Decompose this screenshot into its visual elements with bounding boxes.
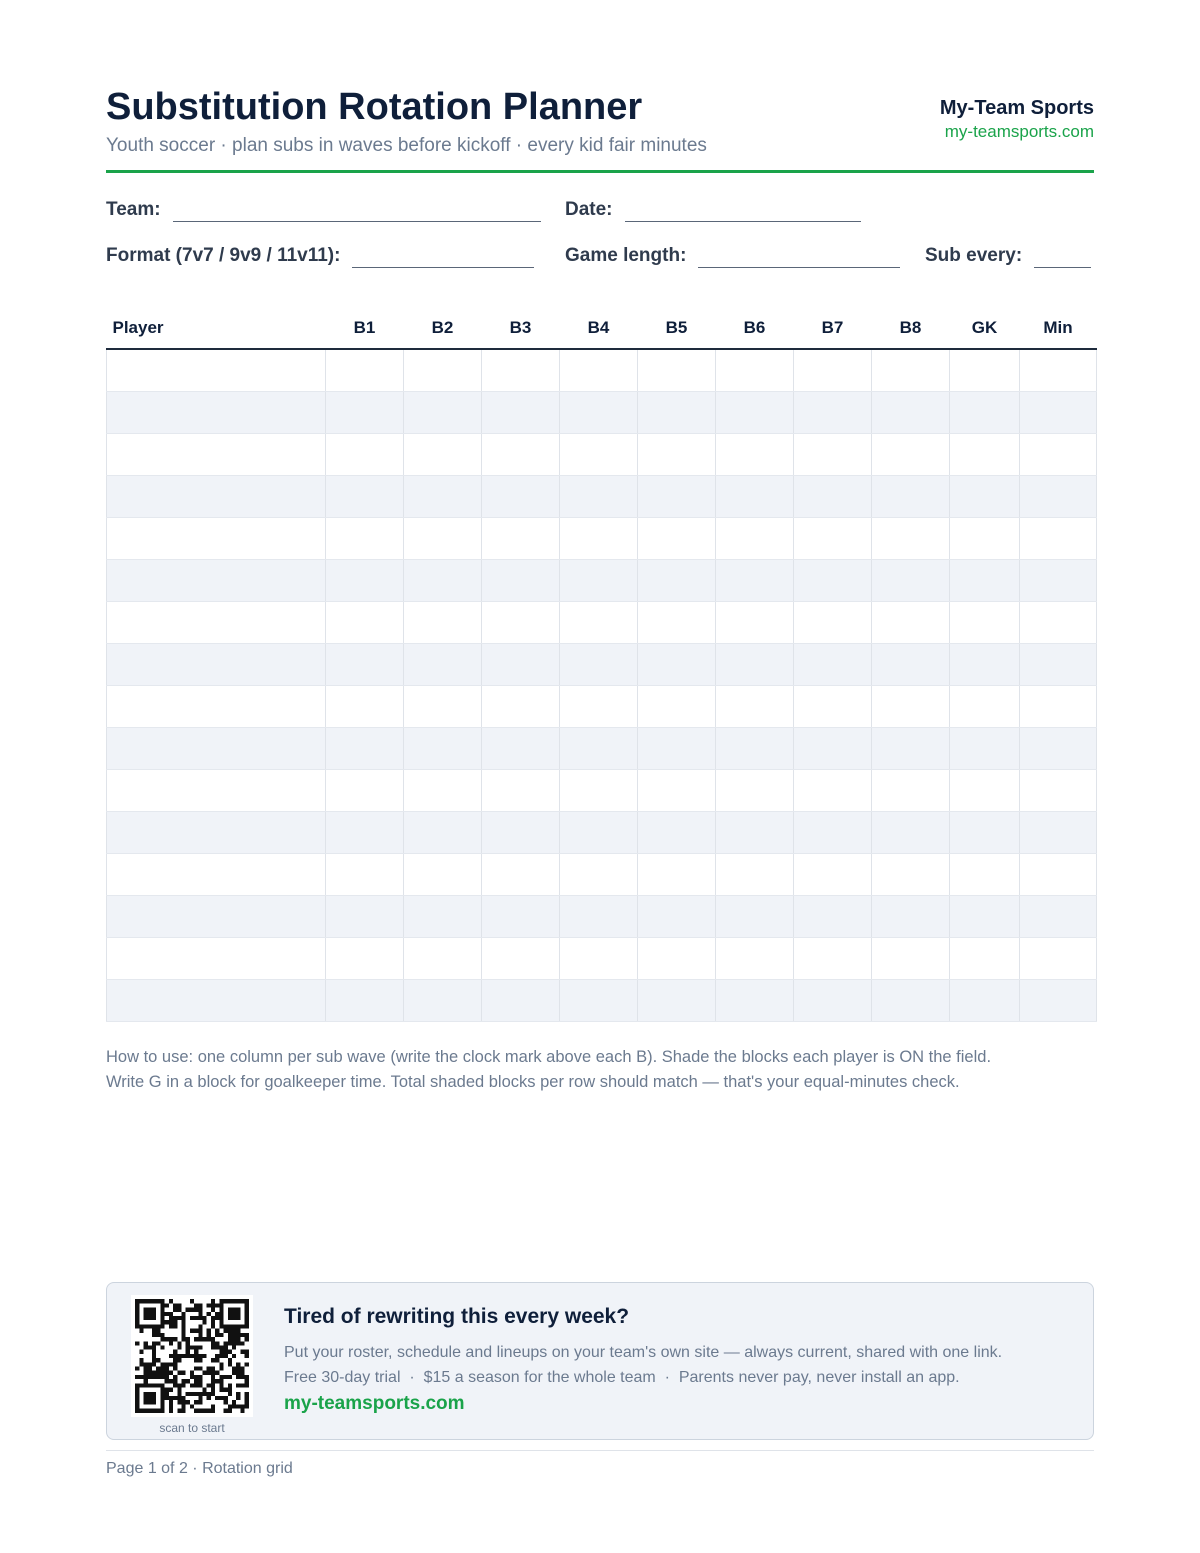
grid-cell-b2[interactable]: [404, 644, 482, 686]
grid-cell-b4[interactable]: [560, 812, 638, 854]
table-row: [107, 434, 1097, 476]
grid-cell-b2[interactable]: [404, 349, 482, 392]
grid-cell-min[interactable]: [1020, 728, 1097, 770]
grid-cell-b1[interactable]: [326, 476, 404, 518]
grid-cell-b5[interactable]: [638, 686, 716, 728]
grid-cell-b2[interactable]: [404, 518, 482, 560]
grid-cell-b3[interactable]: [482, 602, 560, 644]
grid-cell-b4[interactable]: [560, 434, 638, 476]
grid-cell-b2[interactable]: [404, 980, 482, 1022]
planner-page: [106, 0, 1094, 1553]
grid-cell-b4[interactable]: [560, 770, 638, 812]
grid-cell-b7[interactable]: [794, 812, 872, 854]
grid-cell-min[interactable]: [1020, 686, 1097, 728]
instructions-line-1: How to use: one column per sub wave (write the clock mark above each B). Shade the blocks each player is ON the field.: [106, 1048, 992, 1066]
grid-cell-b6[interactable]: [716, 476, 794, 518]
grid-cell-b1[interactable]: [326, 644, 404, 686]
table-row: [107, 770, 1097, 812]
grid-cell-gk[interactable]: [950, 980, 1020, 1022]
player-name-cell[interactable]: [107, 434, 326, 476]
grid-cell-b7[interactable]: [794, 896, 872, 938]
grid-cell-gk[interactable]: [950, 476, 1020, 518]
player-name-cell[interactable]: [107, 938, 326, 980]
grid-cell-b5[interactable]: [638, 560, 716, 602]
grid-cell-b1[interactable]: [326, 854, 404, 896]
grid-cell-b4[interactable]: [560, 728, 638, 770]
grid-cell-b3[interactable]: [482, 686, 560, 728]
grid-cell-gk[interactable]: [950, 770, 1020, 812]
grid-cell-b2[interactable]: [404, 728, 482, 770]
grid-cell-b3[interactable]: [482, 854, 560, 896]
rotation-table: [106, 308, 1097, 1022]
grid-cell-b6[interactable]: [716, 644, 794, 686]
column-header-b8: B8: [872, 308, 950, 349]
grid-cell-min[interactable]: [1020, 644, 1097, 686]
grid-cell-b4[interactable]: [560, 518, 638, 560]
grid-cell-b8[interactable]: [872, 980, 950, 1022]
grid-cell-b7[interactable]: [794, 644, 872, 686]
grid-cell-b3[interactable]: [482, 434, 560, 476]
qr-code-icon[interactable]: [131, 1295, 253, 1417]
grid-cell-b5[interactable]: [638, 602, 716, 644]
grid-cell-b5[interactable]: [638, 349, 716, 392]
grid-cell-gk[interactable]: [950, 560, 1020, 602]
grid-cell-min[interactable]: [1020, 476, 1097, 518]
grid-cell-gk[interactable]: [950, 392, 1020, 434]
grid-cell-b8[interactable]: [872, 896, 950, 938]
table-row: [107, 980, 1097, 1022]
player-name-cell[interactable]: [107, 560, 326, 602]
grid-cell-b6[interactable]: [716, 434, 794, 476]
column-header-b6: B6: [716, 308, 794, 349]
grid-cell-b4[interactable]: [560, 644, 638, 686]
player-name-cell[interactable]: [107, 980, 326, 1022]
brand-name: My-Team Sports: [939, 97, 1094, 119]
grid-cell-min[interactable]: [1020, 770, 1097, 812]
how-to-use: [106, 1045, 1094, 1095]
sub-every-blank-line[interactable]: [1034, 247, 1091, 268]
grid-cell-b4[interactable]: [560, 602, 638, 644]
grid-cell-b8[interactable]: [872, 434, 950, 476]
grid-cell-b5[interactable]: [638, 476, 716, 518]
grid-cell-b4[interactable]: [560, 476, 638, 518]
player-name-cell[interactable]: [107, 644, 326, 686]
column-header-player: Player: [107, 308, 326, 349]
grid-cell-b5[interactable]: [638, 980, 716, 1022]
promo-line-1: Put your roster, schedule and lineups on your team's own site — always current, shared with one link.: [284, 1344, 1003, 1361]
column-header-b2: B2: [404, 308, 482, 349]
grid-cell-b7[interactable]: [794, 728, 872, 770]
grid-cell-gk[interactable]: [950, 349, 1020, 392]
grid-cell-b3[interactable]: [482, 896, 560, 938]
grid-cell-b7[interactable]: [794, 476, 872, 518]
grid-cell-b2[interactable]: [404, 770, 482, 812]
grid-cell-b5[interactable]: [638, 896, 716, 938]
sub-every-label: Sub every:: [925, 245, 1023, 266]
grid-cell-min[interactable]: [1020, 896, 1097, 938]
grid-cell-b8[interactable]: [872, 392, 950, 434]
grid-cell-b4[interactable]: [560, 896, 638, 938]
date-field: [565, 198, 861, 222]
team-field: [106, 198, 541, 222]
column-header-b4: B4: [560, 308, 638, 349]
grid-cell-b2[interactable]: [404, 476, 482, 518]
grid-cell-min[interactable]: [1020, 349, 1097, 392]
grid-cell-b7[interactable]: [794, 686, 872, 728]
grid-cell-b4[interactable]: [560, 349, 638, 392]
grid-cell-b6[interactable]: [716, 728, 794, 770]
table-row: [107, 686, 1097, 728]
game-length-blank-line[interactable]: [698, 247, 900, 268]
table-row: [107, 392, 1097, 434]
grid-cell-b3[interactable]: [482, 518, 560, 560]
player-name-cell[interactable]: [107, 392, 326, 434]
grid-cell-b8[interactable]: [872, 560, 950, 602]
player-name-cell[interactable]: [107, 812, 326, 854]
table-row: [107, 854, 1097, 896]
table-row: [107, 560, 1097, 602]
column-header-b1: B1: [326, 308, 404, 349]
player-name-cell[interactable]: [107, 854, 326, 896]
grid-cell-min[interactable]: [1020, 812, 1097, 854]
grid-cell-b8[interactable]: [872, 644, 950, 686]
grid-cell-b6[interactable]: [716, 854, 794, 896]
grid-cell-b7[interactable]: [794, 434, 872, 476]
grid-cell-b3[interactable]: [482, 938, 560, 980]
grid-cell-b2[interactable]: [404, 602, 482, 644]
grid-cell-b5[interactable]: [638, 392, 716, 434]
grid-cell-b3[interactable]: [482, 980, 560, 1022]
page-title: Substitution Rotation Planner: [106, 86, 643, 128]
grid-cell-b6[interactable]: [716, 518, 794, 560]
grid-cell-b6[interactable]: [716, 349, 794, 392]
grid-cell-gk[interactable]: [950, 602, 1020, 644]
grid-cell-b6[interactable]: [716, 980, 794, 1022]
date-label: Date:: [565, 199, 613, 220]
grid-cell-b4[interactable]: [560, 686, 638, 728]
player-name-cell[interactable]: [107, 686, 326, 728]
grid-cell-gk[interactable]: [950, 854, 1020, 896]
grid-cell-b7[interactable]: [794, 854, 872, 896]
player-name-cell[interactable]: [107, 896, 326, 938]
brand-url-link[interactable]: my-teamsports.com: [944, 122, 1094, 141]
promo-body: [284, 1340, 1002, 1390]
grid-cell-b1[interactable]: [326, 896, 404, 938]
grid-cell-b6[interactable]: [716, 896, 794, 938]
grid-cell-b3[interactable]: [482, 644, 560, 686]
footer-divider: [106, 1450, 1094, 1451]
grid-cell-b2[interactable]: [404, 812, 482, 854]
table-row: [107, 349, 1097, 392]
player-name-cell[interactable]: [107, 602, 326, 644]
header: [106, 84, 1094, 174]
grid-cell-b3[interactable]: [482, 392, 560, 434]
grid-cell-b7[interactable]: [794, 349, 872, 392]
team-label: Team:: [106, 199, 161, 220]
column-header-b3: B3: [482, 308, 560, 349]
grid-cell-b4[interactable]: [560, 980, 638, 1022]
table-row: [107, 728, 1097, 770]
table-row: [107, 518, 1097, 560]
grid-cell-b7[interactable]: [794, 392, 872, 434]
grid-cell-b8[interactable]: [872, 518, 950, 560]
grid-cell-min[interactable]: [1020, 938, 1097, 980]
grid-cell-b5[interactable]: [638, 938, 716, 980]
grid-cell-b1[interactable]: [326, 602, 404, 644]
format-blank-line[interactable]: [352, 247, 534, 268]
player-name-cell[interactable]: [107, 728, 326, 770]
grid-cell-b2[interactable]: [404, 938, 482, 980]
grid-cell-gk[interactable]: [950, 728, 1020, 770]
grid-cell-b8[interactable]: [872, 602, 950, 644]
player-name-cell[interactable]: [107, 476, 326, 518]
grid-cell-b8[interactable]: [872, 854, 950, 896]
grid-cell-min[interactable]: [1020, 980, 1097, 1022]
grid-cell-min[interactable]: [1020, 602, 1097, 644]
grid-cell-b2[interactable]: [404, 896, 482, 938]
grid-cell-b3[interactable]: [482, 812, 560, 854]
player-name-cell[interactable]: [107, 770, 326, 812]
grid-cell-b8[interactable]: [872, 686, 950, 728]
grid-cell-b7[interactable]: [794, 938, 872, 980]
grid-cell-b3[interactable]: [482, 476, 560, 518]
grid-cell-gk[interactable]: [950, 518, 1020, 560]
grid-cell-b7[interactable]: [794, 770, 872, 812]
grid-cell-b5[interactable]: [638, 434, 716, 476]
table-row: [107, 602, 1097, 644]
table-row: [107, 476, 1097, 518]
grid-cell-b5[interactable]: [638, 770, 716, 812]
promo-link[interactable]: my-teamsports.com: [284, 1393, 465, 1414]
grid-cell-b2[interactable]: [404, 854, 482, 896]
grid-cell-gk[interactable]: [950, 896, 1020, 938]
grid-cell-b1[interactable]: [326, 980, 404, 1022]
grid-cell-b1[interactable]: [326, 686, 404, 728]
grid-cell-gk[interactable]: [950, 812, 1020, 854]
grid-cell-b6[interactable]: [716, 560, 794, 602]
grid-cell-b8[interactable]: [872, 476, 950, 518]
grid-cell-b6[interactable]: [716, 602, 794, 644]
grid-cell-gk[interactable]: [950, 644, 1020, 686]
page-footer: Page 1 of 2 · Rotation grid: [106, 1460, 293, 1477]
column-header-b5: B5: [638, 308, 716, 349]
format-label: Format (7v7 / 9v9 / 11v11):: [106, 245, 341, 266]
grid-cell-b3[interactable]: [482, 770, 560, 812]
grid-cell-b6[interactable]: [716, 686, 794, 728]
grid-cell-b6[interactable]: [716, 938, 794, 980]
grid-cell-b1[interactable]: [326, 560, 404, 602]
grid-cell-b3[interactable]: [482, 560, 560, 602]
grid-cell-b1[interactable]: [326, 770, 404, 812]
grid-cell-b1[interactable]: [326, 349, 404, 392]
grid-cell-min[interactable]: [1020, 518, 1097, 560]
grid-cell-b5[interactable]: [638, 728, 716, 770]
page-subtitle: Youth soccer · plan subs in waves before kickoff · every kid fair minutes: [106, 135, 707, 156]
grid-cell-b1[interactable]: [326, 812, 404, 854]
grid-cell-b1[interactable]: [326, 392, 404, 434]
grid-cell-b8[interactable]: [872, 938, 950, 980]
grid-cell-b1[interactable]: [326, 728, 404, 770]
team-blank-line[interactable]: [173, 201, 541, 222]
grid-cell-b3[interactable]: [482, 349, 560, 392]
header-divider: [106, 170, 1094, 173]
table-row: [107, 896, 1097, 938]
player-name-cell[interactable]: [107, 518, 326, 560]
game-length-field: [565, 244, 900, 268]
grid-cell-b4[interactable]: [560, 938, 638, 980]
grid-cell-b2[interactable]: [404, 560, 482, 602]
grid-header-row: [107, 308, 1097, 349]
column-header-b7: B7: [794, 308, 872, 349]
rotation-grid: [106, 308, 1094, 1022]
grid-cell-b2[interactable]: [404, 434, 482, 476]
promo-heading: Tired of rewriting this every week?: [284, 1305, 630, 1328]
grid-cell-gk[interactable]: [950, 434, 1020, 476]
grid-cell-min[interactable]: [1020, 434, 1097, 476]
grid-cell-b8[interactable]: [872, 812, 950, 854]
grid-cell-b1[interactable]: [326, 434, 404, 476]
grid-cell-b1[interactable]: [326, 938, 404, 980]
column-header-gk: GK: [950, 308, 1020, 349]
date-blank-line[interactable]: [625, 201, 861, 222]
grid-cell-b4[interactable]: [560, 854, 638, 896]
grid-body: [107, 349, 1097, 1022]
grid-cell-b7[interactable]: [794, 518, 872, 560]
grid-cell-b4[interactable]: [560, 392, 638, 434]
grid-cell-gk[interactable]: [950, 686, 1020, 728]
player-name-cell[interactable]: [107, 349, 326, 392]
game-length-label: Game length:: [565, 245, 687, 266]
grid-cell-min[interactable]: [1020, 560, 1097, 602]
promo-line-2: Free 30-day trial · $15 a season for the whole team · Parents never pay, never install an app.: [284, 1369, 960, 1386]
grid-cell-b8[interactable]: [872, 349, 950, 392]
table-row: [107, 938, 1097, 980]
grid-cell-b6[interactable]: [716, 812, 794, 854]
column-header-min: Min: [1020, 308, 1097, 349]
grid-cell-b7[interactable]: [794, 980, 872, 1022]
grid-cell-min[interactable]: [1020, 854, 1097, 896]
grid-cell-min[interactable]: [1020, 392, 1097, 434]
grid-cell-b2[interactable]: [404, 392, 482, 434]
grid-cell-b3[interactable]: [482, 728, 560, 770]
instructions-line-2: Write G in a block for goalkeeper time. Total shaded blocks per row should match — that's your equal-minutes check.: [106, 1073, 960, 1091]
sub-every-field: [925, 244, 1091, 268]
grid-cell-b4[interactable]: [560, 560, 638, 602]
grid-cell-b5[interactable]: [638, 854, 716, 896]
grid-cell-b7[interactable]: [794, 602, 872, 644]
grid-cell-b6[interactable]: [716, 770, 794, 812]
grid-cell-b1[interactable]: [326, 518, 404, 560]
table-row: [107, 812, 1097, 854]
grid-cell-b7[interactable]: [794, 560, 872, 602]
grid-cell-b2[interactable]: [404, 686, 482, 728]
grid-cell-b8[interactable]: [872, 728, 950, 770]
grid-cell-b5[interactable]: [638, 518, 716, 560]
grid-cell-b5[interactable]: [638, 812, 716, 854]
grid-cell-b8[interactable]: [872, 770, 950, 812]
qr-caption: scan to start: [159, 1421, 225, 1435]
grid-cell-b6[interactable]: [716, 392, 794, 434]
grid-cell-gk[interactable]: [950, 938, 1020, 980]
grid-cell-b5[interactable]: [638, 644, 716, 686]
promo-box: [106, 1282, 1094, 1440]
table-row: [107, 644, 1097, 686]
format-field: [106, 244, 534, 268]
